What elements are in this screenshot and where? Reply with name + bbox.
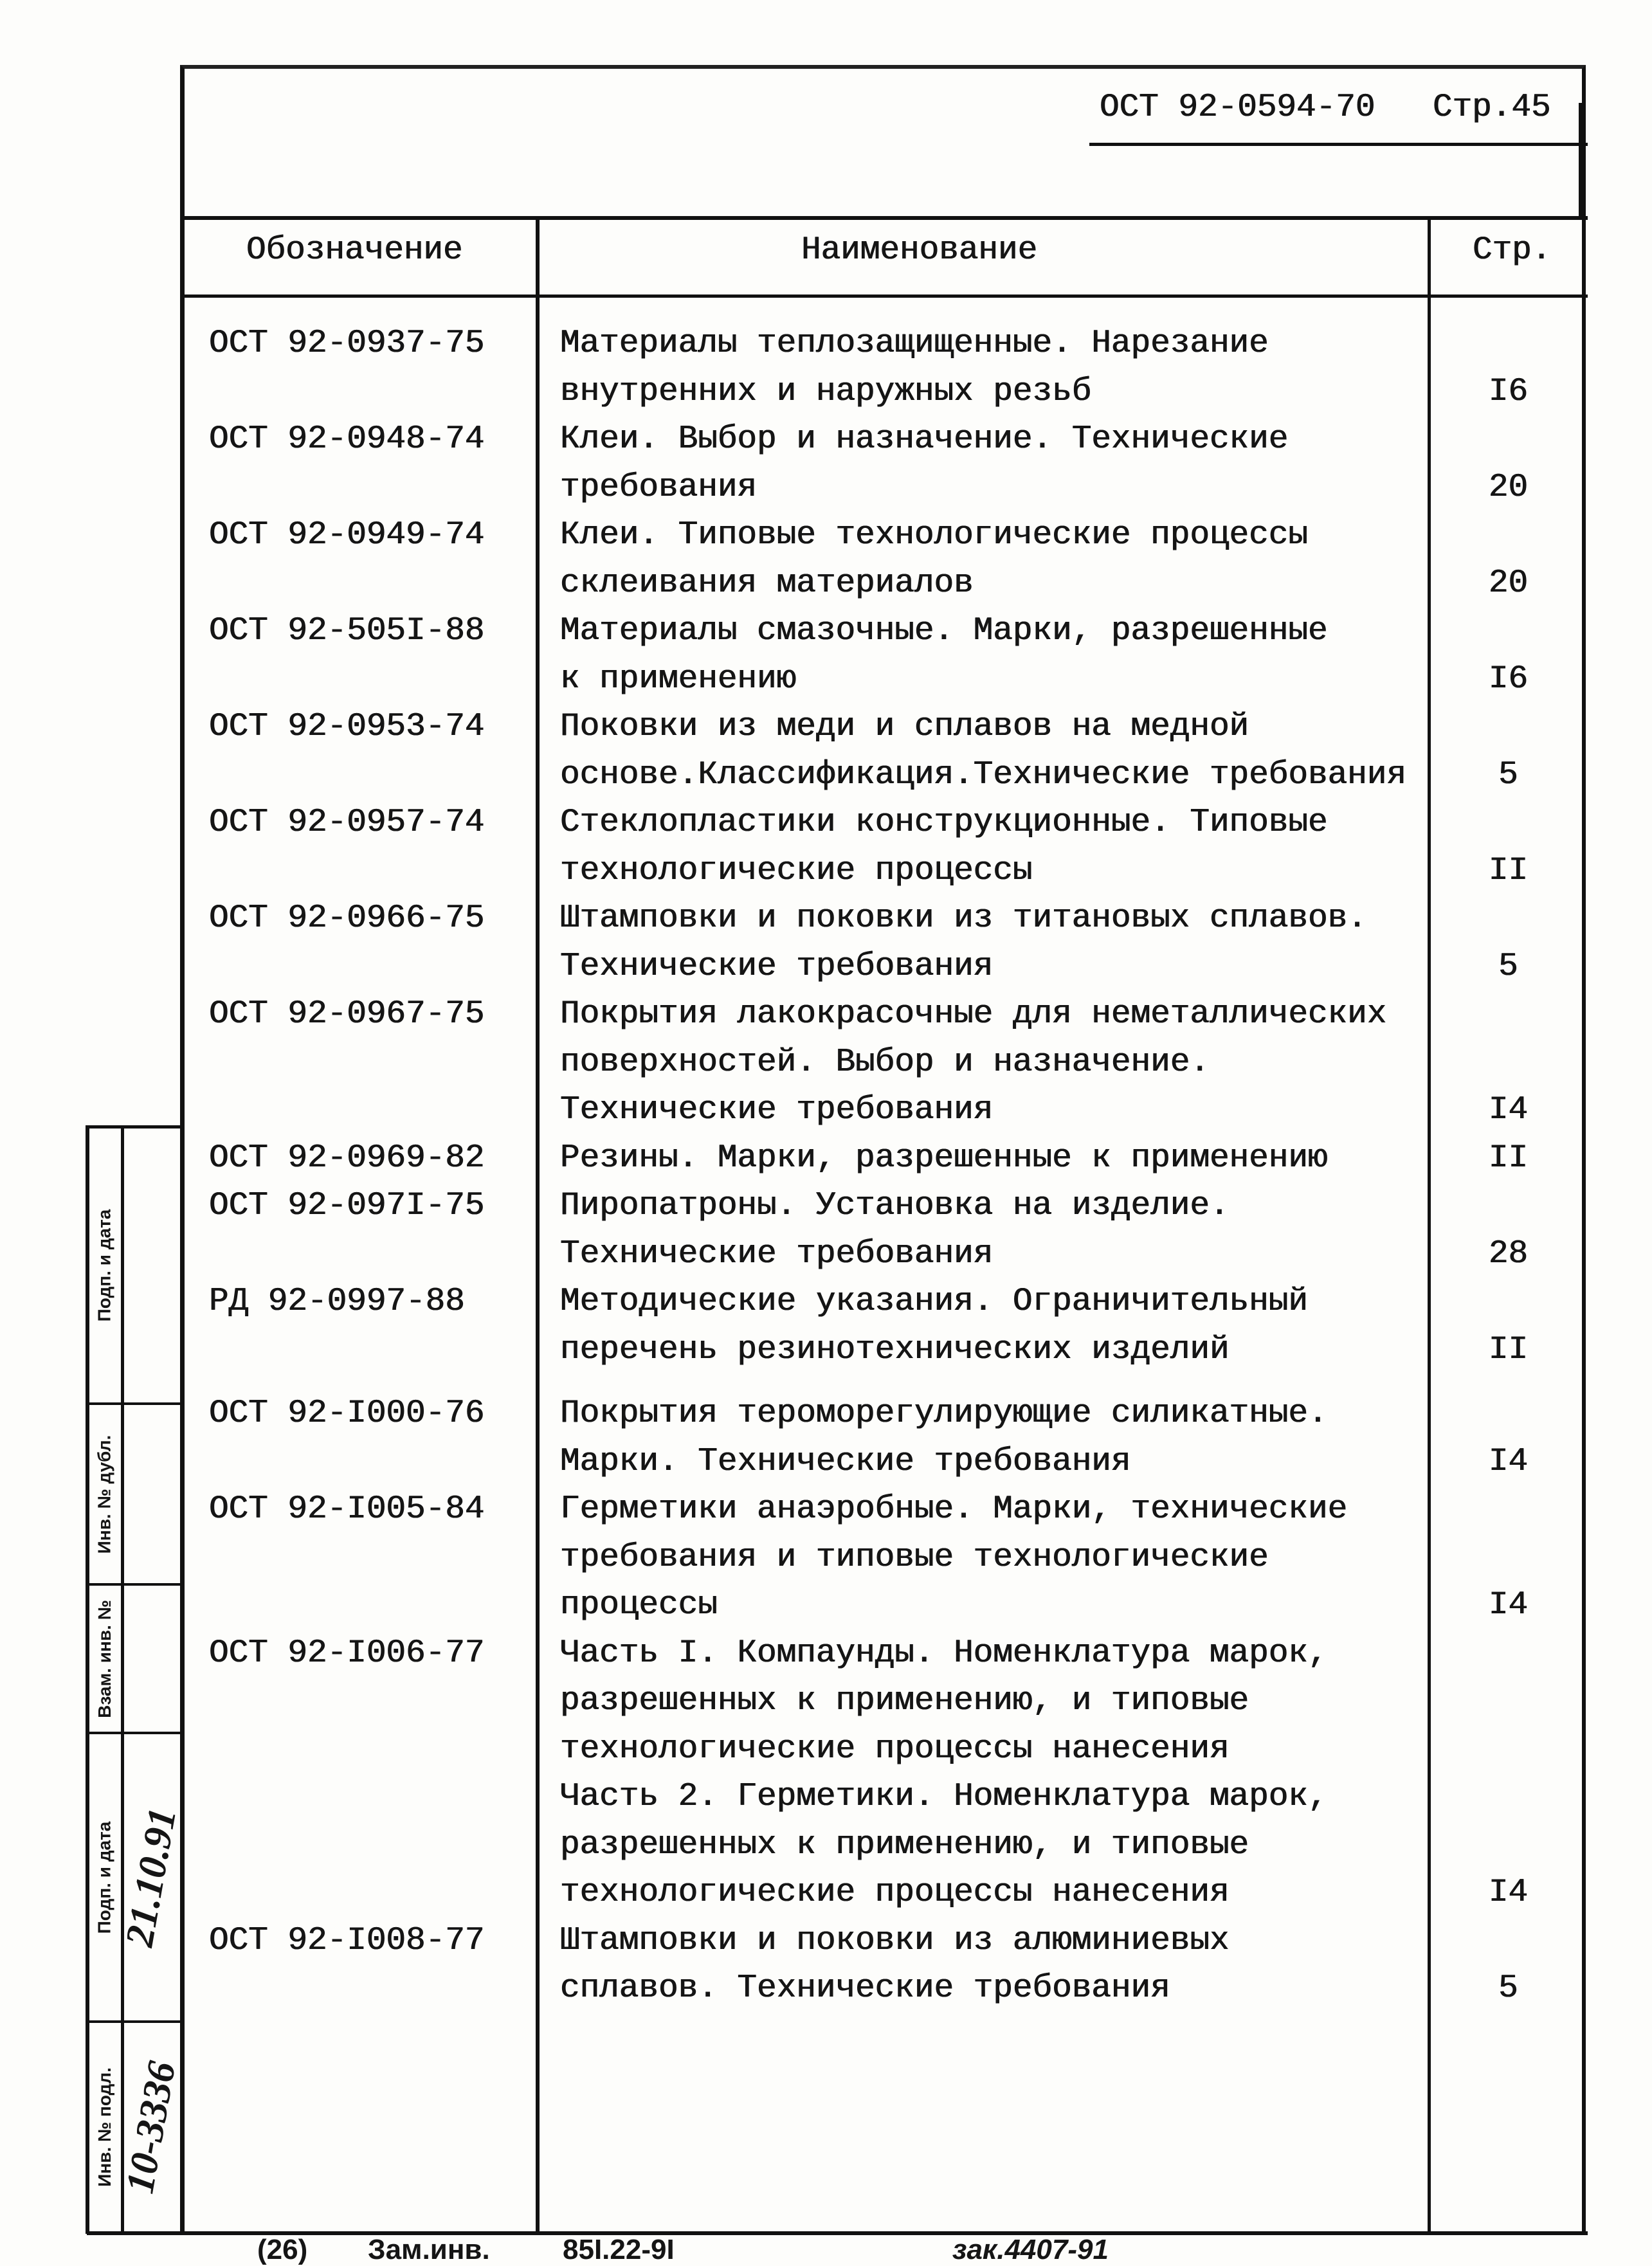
row-line — [0, 1773, 1652, 1821]
row-name: Часть 2. Герметики. Номенклатура марок, — [560, 1779, 1328, 1815]
row-page: 5 — [1498, 1970, 1518, 2007]
row-line — [0, 1534, 1652, 1582]
row-name: Пиропатроны. Установка на изделие. — [560, 1188, 1230, 1224]
row-page: 28 — [1488, 1235, 1529, 1273]
row-line — [0, 1677, 1652, 1725]
row-line — [0, 368, 1652, 416]
row-name: основе.Классификация.Технические требования — [560, 756, 1407, 793]
column-header-code: Обозначение — [246, 232, 463, 269]
row-line — [0, 1485, 1652, 1534]
table-row — [0, 703, 1652, 799]
stamp-label-signature: Подп. и дата — [94, 1209, 114, 1322]
table-row — [0, 990, 1652, 1134]
row-page: I4 — [1488, 1443, 1529, 1480]
row-line — [0, 1182, 1652, 1230]
row-code: ОСТ 92-I005-84 — [209, 1491, 485, 1528]
row-code: ОСТ 92-I006-77 — [209, 1635, 485, 1672]
row-code: ОСТ 92-505I-88 — [209, 613, 485, 649]
row-line — [0, 464, 1652, 512]
row-name: Методические указания. Ограничительный — [560, 1283, 1308, 1320]
row-name: Марки. Технические требования — [560, 1443, 1131, 1480]
row-name: Материалы смазочные. Марки, разрешенные — [560, 613, 1328, 649]
row-line — [0, 607, 1652, 655]
row-line — [0, 1134, 1652, 1183]
row-line — [0, 559, 1652, 608]
stamp-inventory-number: 10-3336 — [118, 2058, 184, 2197]
row-line — [0, 511, 1652, 559]
row-line — [0, 1438, 1652, 1486]
row-line — [0, 703, 1652, 751]
row-name: Штамповки и поковки из алюминиевых — [560, 1922, 1230, 1959]
row-name: разрешенных к применению, и типовые — [560, 1683, 1249, 1719]
row-code: ОСТ 92-I008-77 — [209, 1922, 485, 1959]
row-line — [0, 799, 1652, 847]
row-page: I6 — [1488, 660, 1529, 698]
row-line — [0, 1917, 1652, 1965]
row-name: перечень резинотехнических изделий — [560, 1331, 1230, 1368]
row-page: II — [1488, 1139, 1529, 1177]
row-name: Часть I. Компаунды. Номенклатура марок, — [560, 1635, 1328, 1672]
row-page: I4 — [1488, 1587, 1529, 1624]
row-name: Технические требования — [560, 948, 994, 985]
row-name: Технические требования — [560, 1235, 994, 1273]
row-name: технологические процессы — [560, 852, 1033, 889]
table-row — [0, 894, 1652, 990]
row-code: РД 92-0997-88 — [209, 1283, 465, 1320]
row-code: ОСТ 92-0953-74 — [209, 709, 485, 745]
row-page: I4 — [1488, 1874, 1529, 1911]
stamp-label-original-inventory: Инв. № подл. — [94, 2067, 114, 2187]
table-row — [0, 415, 1652, 511]
row-name: Клеи. Выбор и назначение. Технические — [560, 421, 1289, 458]
page-number: Стр.45 — [1433, 89, 1551, 126]
footer-sheet: (26) — [257, 2234, 308, 2265]
document-number: ОСТ 92-0594-70 — [1100, 89, 1375, 126]
row-line — [0, 1390, 1652, 1438]
table-body — [0, 320, 1652, 2013]
row-code: ОСТ 92-097I-75 — [209, 1188, 485, 1224]
row-line — [0, 847, 1652, 895]
row-name: процессы — [560, 1587, 718, 1624]
row-name: Покрытия лакокрасочные для неметаллических — [560, 996, 1387, 1033]
row-line — [0, 415, 1652, 464]
header-right-edge — [1579, 103, 1583, 219]
row-name: требования и типовые технологические — [560, 1539, 1269, 1576]
table-row — [0, 607, 1652, 703]
stamp-signature-date: 21.10.91 — [117, 1804, 185, 1950]
row-page: 20 — [1488, 565, 1529, 602]
row-name: Материалы теплозащищенные. Нарезание — [560, 325, 1269, 362]
footer-change: Зам.инв. — [368, 2234, 490, 2265]
table-header-line — [180, 295, 1588, 298]
row-name: Резины. Марки, разрешенные к применению — [560, 1139, 1328, 1177]
row-name: требования — [560, 469, 758, 506]
row-line — [0, 1964, 1652, 2013]
table-top-line — [180, 216, 1588, 220]
row-name: внутренних и наружных резьб — [560, 373, 1092, 410]
footer-order: зак.4407-91 — [952, 2234, 1109, 2265]
footer-notice: 85I.22-9I — [563, 2234, 675, 2265]
row-name: Клеи. Типовые технологические процессы — [560, 517, 1308, 554]
table-row — [0, 1917, 1652, 2013]
column-header-name: Наименование — [801, 232, 1038, 269]
row-page: 5 — [1498, 756, 1518, 793]
row-code: ОСТ 92-0948-74 — [209, 421, 485, 458]
row-name: сплавов. Технические требования — [560, 1970, 1170, 2007]
row-name: склеивания материалов — [560, 565, 974, 602]
row-line — [0, 751, 1652, 799]
table-row — [0, 1182, 1652, 1278]
row-page: II — [1488, 852, 1529, 889]
row-line — [0, 1725, 1652, 1773]
table-row — [0, 1485, 1652, 1629]
row-name: разрешенных к применению, и типовые — [560, 1826, 1249, 1863]
row-code: ОСТ 92-0967-75 — [209, 996, 485, 1033]
row-line — [0, 1086, 1652, 1134]
row-name: Технические требования — [560, 1092, 994, 1128]
row-name: технологические процессы нанесения — [560, 1874, 1230, 1911]
row-code: ОСТ 92-0937-75 — [209, 325, 485, 362]
stamp-label-duplicate: Инв. № дубл. — [94, 1435, 114, 1554]
row-name: Стеклопластики конструкционные. Типовые — [560, 804, 1328, 841]
row-line — [0, 943, 1652, 991]
row-line — [0, 1278, 1652, 1326]
row-code: ОСТ 92-I000-76 — [209, 1395, 485, 1432]
row-line — [0, 320, 1652, 368]
stamp-label-signature-date: Подп. и дата — [94, 1821, 114, 1934]
stamp-label-replacement: Взам. инв. № — [94, 1599, 114, 1718]
table-row — [0, 799, 1652, 894]
row-line — [0, 894, 1652, 943]
table-row — [0, 1390, 1652, 1485]
row-page: 20 — [1488, 469, 1529, 506]
row-code: ОСТ 92-0957-74 — [209, 804, 485, 841]
row-code: ОСТ 92-0949-74 — [209, 517, 485, 554]
bottom-line — [87, 2231, 1588, 2235]
row-page: I6 — [1488, 373, 1529, 410]
row-code: ОСТ 92-0966-75 — [209, 900, 485, 937]
row-line — [0, 1869, 1652, 1917]
column-header-page: Стр. — [1473, 232, 1552, 269]
row-code: ОСТ 92-0969-82 — [209, 1139, 485, 1177]
row-page: I4 — [1488, 1092, 1529, 1128]
row-page: II — [1488, 1331, 1529, 1368]
row-line — [0, 1038, 1652, 1087]
row-name: Штамповки и поковки из титановых сплавов. — [560, 900, 1367, 937]
row-line — [0, 655, 1652, 703]
row-name: Поковки из меди и сплавов на медной — [560, 709, 1249, 745]
row-line — [0, 1581, 1652, 1629]
row-name: Покрытия тероморегулирующие силикатные. — [560, 1395, 1328, 1432]
row-line — [0, 990, 1652, 1038]
row-name: технологические процессы нанесения — [560, 1730, 1230, 1768]
row-name: поверхностей. Выбор и назначение. — [560, 1044, 1210, 1081]
row-line — [0, 1230, 1652, 1278]
row-line — [0, 1326, 1652, 1374]
row-line — [0, 1629, 1652, 1678]
header-underline — [1089, 143, 1588, 146]
table-row — [0, 511, 1652, 607]
row-line — [0, 1821, 1652, 1869]
table-row — [0, 1134, 1652, 1183]
row-name: Герметики анаэробные. Марки, технические — [560, 1491, 1348, 1528]
table-row — [0, 1278, 1652, 1373]
table-row — [0, 1629, 1652, 1917]
row-name: к применению — [560, 660, 797, 698]
table-row — [0, 320, 1652, 415]
row-page: 5 — [1498, 948, 1518, 985]
